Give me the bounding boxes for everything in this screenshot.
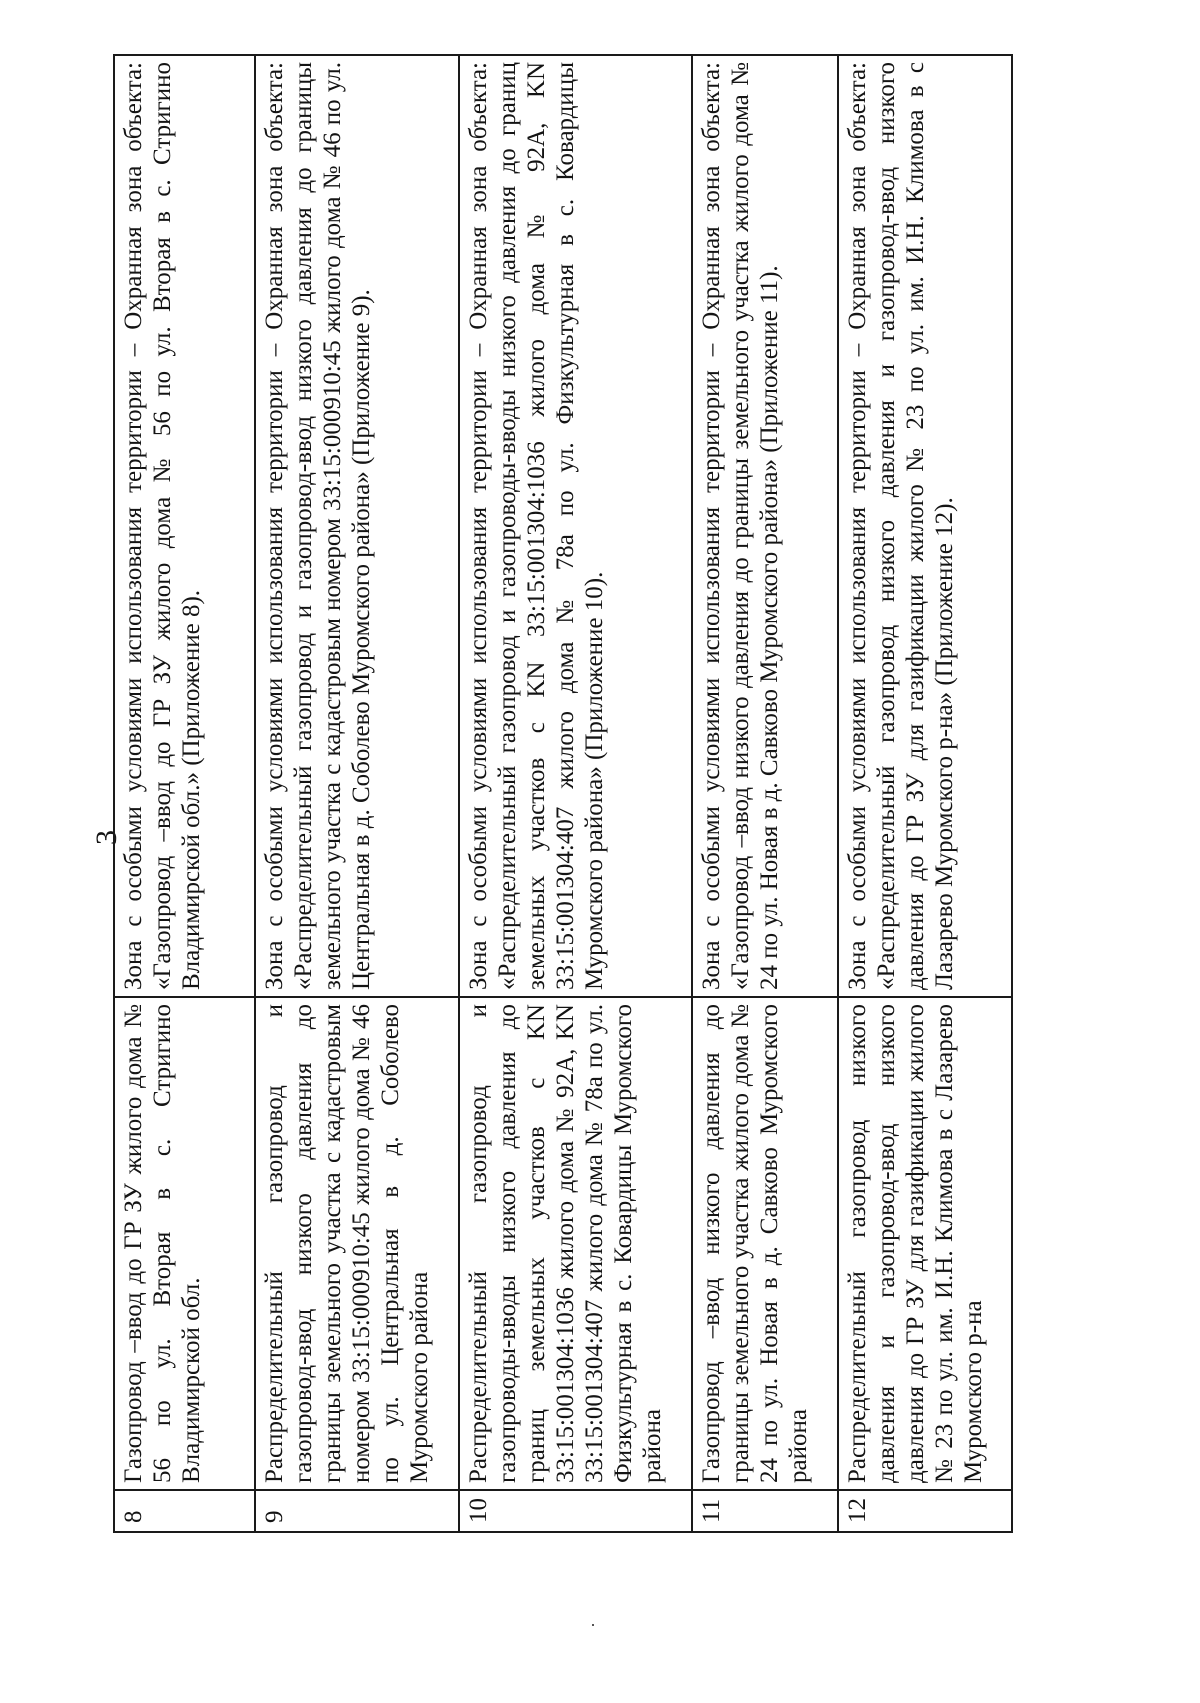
- table-row: [255, 55, 459, 1532]
- table-row: [114, 55, 255, 1532]
- zone-cell: Зона с особыми условиями использования территории – Охранная зона объекта: «Распределительный газопровод и газопроводы-вводы низкого давления до границ земельных участков с KN 33:15:001304:1036 жилого дома № 92А, KN 33:15:001304:407 жилого дома № 78а по ул. Физкультурная в с. Ковардицы Муромского района» (Приложение 10).: [459, 55, 692, 997]
- zone-cell: Зона с особыми условиями использования территории – Охранная зона объекта: «Распределительный газопровод и газопровод-ввод низкого давления до границы земельного участка с кадастровым номером 33:15:000910:45 жилого дома № 46 по ул. Центральная в д. Соболево Муромского района» (Приложение 9).: [255, 55, 459, 997]
- zone-cell: Зона с особыми условиями использования территории – Охранная зона объекта: «Газопровод –ввод низкого давления до границы земельного участка жилого дома № 24 по ул. Новая в д. Савково Муромского района» (Приложение 11).: [692, 55, 838, 997]
- table-row: [692, 55, 838, 1532]
- row-number: 11: [692, 1490, 838, 1532]
- scan-speck: [592, 1624, 594, 1626]
- object-cell: Распределительный газопровод и газопроводы-вводы низкого давления до границ земельных участков с KN 33:15:001304:1036 жилого дома № 92А, KN 33:15:001304:407 жилого дома № 78а по ул. Физкультурная в с. Ковардицы Муромского района: [459, 997, 692, 1490]
- row-number: 8: [114, 1490, 255, 1532]
- row-number: 10: [459, 1490, 692, 1532]
- row-number: 9: [255, 1490, 459, 1532]
- zone-cell: Зона с особыми условиями использования территории – Охранная зона объекта: «Газопровод –ввод до ГР ЗУ жилого дома № 56 по ул. Вторая в с. Стригино Владимирской обл.» (Приложение 8).: [114, 55, 255, 997]
- object-cell: Газопровод –ввод низкого давления до границы земельного участка жилого дома № 24 по ул. Новая в д. Савково Муромского района: [692, 997, 838, 1490]
- zones-table: [113, 54, 1013, 1533]
- table-row: [838, 55, 1012, 1532]
- object-cell: Распределительный газопровод низкого давления и газопровод-ввод низкого давления до ГР ЗУ для газификации жилого № 23 по ул. им. И.Н. Климова в с Лазарево Муромского р-на: [838, 997, 1012, 1490]
- row-number: 12: [838, 1490, 1012, 1532]
- object-cell: Газопровод –ввод до ГР ЗУ жилого дома № 56 по ул. Вторая в с. Стригино Владимирской обл.: [114, 997, 255, 1490]
- object-cell: Распределительный газопровод и газопровод-ввод низкого давления до границы земельного участка с кадастровым номером 33:15:000910:45 жилого дома № 46 по ул. Центральная в д. Соболево Муромского района: [255, 997, 459, 1490]
- rotated-table-wrapper: [113, 56, 1013, 1533]
- table-row: [459, 55, 692, 1532]
- zone-cell: Зона с особыми условиями использования территории – Охранная зона объекта: «Распределительный газопровод низкого давления и газопровод-ввод низкого давления до ГР ЗУ для газификации жилого № 23 по ул. им. И.Н. Климова в с Лазарево Муромского р-на» (Приложение 12).: [838, 55, 1012, 997]
- page-number: 3: [90, 830, 123, 845]
